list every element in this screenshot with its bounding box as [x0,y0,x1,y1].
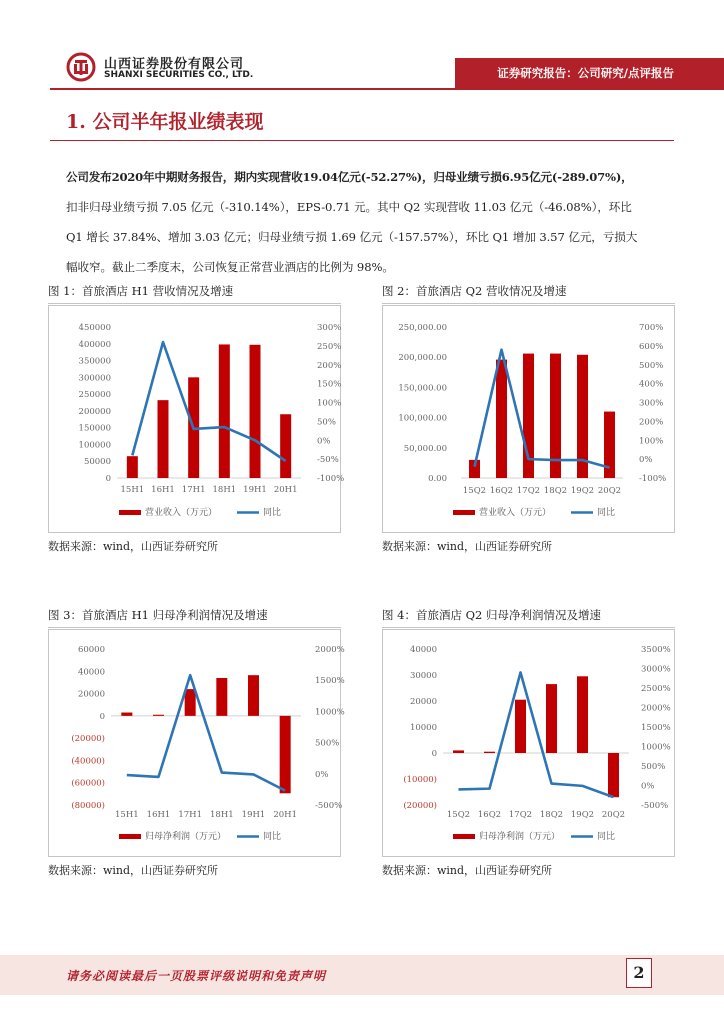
right-tick-label: 500% [641,762,666,772]
left-tick-label: 0 [431,749,437,759]
category-label: 19H1 [241,810,266,820]
left-tick-label: (80000) [71,801,105,811]
right-tick-label: 0% [639,455,653,466]
company-name-cn: 山西证券股份有限公司 [104,57,245,72]
bar-mark [158,400,169,478]
left-tick-label: 20000 [409,697,437,707]
paragraph-line-2: 扣非归母业绩亏损 7.05 亿元（-310.14%），EPS-0.71 元。其中 Q2 实现营收 11.03 亿元（-46.08%），环比 [66,200,632,214]
category-label: 20Q2 [601,810,626,820]
figure-source: 数据来源：wind，山西证券研究所 [382,540,553,553]
left-tick-label: (20000) [71,734,105,745]
report-type-band [455,58,724,88]
category-label: 16H1 [146,810,171,820]
page-number-box [626,958,652,988]
category-label: 20Q2 [597,486,622,496]
legend-line-label: 同比 [597,832,616,842]
left-tick-label: (60000) [71,778,105,789]
bar-mark [496,360,507,478]
right-tick-label: -100% [639,474,667,484]
right-tick-label: 2500% [641,684,671,694]
legend-bar-label: 归母净利润（万元） [145,832,227,842]
legend-bar-swatch [453,834,475,839]
category-label: 16H1 [151,485,175,495]
paragraph-line-4: 幅收窄。截止二季度末，公司恢复正常营业酒店的比例为 98%。 [66,260,394,274]
bar-mark [515,700,526,753]
category-label: 18Q2 [539,810,564,820]
right-tick-label: 600% [639,341,664,352]
legend-bar-label: 归母净利润（万元） [479,832,561,842]
chart-box [48,305,345,533]
category-label: 15H1 [115,810,139,820]
right-tick-label: 100% [317,398,342,409]
figure-source: 数据来源：wind，山西证券研究所 [48,864,219,877]
right-tick-label: 700% [639,323,664,333]
page-footer [0,955,724,995]
bar-mark [546,684,557,753]
right-tick-label: 250% [317,341,342,352]
left-tick-label: 40000 [77,667,105,678]
left-tick-label: 200000 [78,406,111,417]
summary-paragraph [66,162,666,282]
section-rule [50,140,674,141]
category-label: 17H1 [178,810,202,820]
chart-3-svg [49,630,345,856]
right-tick-label: 1000% [641,742,671,753]
left-tick-label: 50,000.00 [403,443,447,454]
left-tick-label: 350000 [78,356,111,367]
right-tick-label: 200% [317,360,342,371]
growth-line [475,350,610,468]
bar-mark [453,750,464,753]
legend-line-label: 同比 [263,832,282,842]
category-label: 19H1 [243,485,267,495]
company-name-en: SHANXI SECURITIES CO., LTD. [104,70,254,80]
right-tick-label: 500% [315,738,340,749]
disclaimer-text: 请务必阅读最后一页股票评级说明和免责声明 [66,969,327,983]
left-tick-label: 250,000.00 [398,323,447,333]
right-tick-label: 200% [639,417,664,428]
figure-caption: 图 4：首旅酒店 Q2 归母净利润情况及增速 [382,607,675,628]
right-tick-label: 3500% [641,645,671,655]
figure-caption: 图 3：首旅酒店 H1 归母净利润情况及增速 [48,607,341,628]
report-type: 证券研究报告：公司研究/点评报告 [497,66,674,80]
category-label: 17Q2 [516,486,541,496]
bar-mark [604,412,615,478]
growth-line [127,675,285,790]
figure-source: 数据来源：wind，山西证券研究所 [382,864,553,877]
left-tick-label: 30000 [409,671,437,681]
bar-mark [121,713,132,716]
category-label: 15H1 [120,485,145,495]
category-label: 18H1 [210,810,234,820]
legend-bar-label: 营业收入（万元） [479,508,552,518]
category-label: 15Q2 [462,486,487,496]
bar-mark [127,456,138,478]
left-tick-label: 150000 [78,423,111,434]
category-label: 20H1 [273,810,297,820]
section-title: 1. 公司半年报业绩表现 [66,111,264,133]
chart-box [382,305,675,533]
chart-2-svg [383,306,674,532]
right-tick-label: -500% [315,801,343,811]
left-tick-label: 250000 [78,390,111,401]
right-tick-label: 2000% [315,645,345,655]
right-tick-label: 1000% [315,707,345,718]
legend-bar-swatch [453,510,475,515]
bar-mark [219,344,230,478]
legend-line-label: 同比 [597,508,616,518]
figure-source: 数据来源：wind，山西证券研究所 [48,540,219,553]
growth-line [132,342,285,461]
right-tick-label: 1500% [315,676,345,687]
category-label: 15Q2 [446,810,471,820]
right-tick-label: 50% [317,417,336,428]
right-tick-label: 300% [639,398,664,409]
bar-mark [248,675,259,716]
category-label: 16Q2 [489,486,514,496]
chart-1-svg [49,306,345,532]
category-label: 17Q2 [508,810,533,820]
left-tick-label: (10000) [403,775,437,785]
left-tick-label: 200,000.00 [398,353,447,364]
bar-mark [577,676,588,753]
page-number: 2 [633,963,645,982]
figure-caption: 图 1：首旅酒店 H1 营收情况及增速 [48,283,341,304]
right-tick-label: 300% [317,323,342,333]
left-tick-label: 60000 [77,645,105,655]
left-tick-label: 400000 [78,339,111,350]
left-tick-label: 0 [105,474,111,484]
legend-bar-swatch [119,834,141,839]
category-label: 16Q2 [477,810,502,820]
left-tick-label: 20000 [77,689,105,700]
chart-box [48,629,345,857]
right-tick-label: 100% [639,436,664,447]
left-tick-label: 50000 [83,457,111,468]
chart-box [382,629,675,857]
paragraph-line-1: 公司发布2020年中期财务报告，期内实现营收19.04亿元(-52.27%)，归母业绩亏损6.95亿元(-289.07%)， [66,170,633,184]
category-label: 18H1 [212,485,237,495]
legend-bar-label: 营业收入（万元） [145,508,218,518]
left-tick-label: 0.00 [428,474,447,484]
growth-line [459,672,614,797]
bar-mark [250,345,261,478]
bar-mark [280,414,291,478]
right-tick-label: 0% [641,781,655,792]
left-tick-label: 150,000.00 [398,383,447,394]
bar-mark [216,678,227,716]
right-tick-label: 500% [639,360,664,371]
left-tick-label: 100,000.00 [398,413,447,424]
left-tick-label: (20000) [403,801,437,811]
legend-line-label: 同比 [263,508,282,518]
category-label: 17H1 [181,485,206,495]
bar-mark [608,753,619,797]
right-tick-label: 1500% [641,723,671,733]
right-tick-label: -100% [317,474,345,484]
right-tick-label: 0% [315,769,329,780]
bar-mark [280,716,291,793]
bar-mark [484,752,495,753]
legend-bar-swatch [119,510,141,515]
category-label: 20H1 [273,485,298,495]
right-tick-label: 2000% [641,703,671,714]
right-tick-label: 150% [317,379,342,390]
left-tick-label: (40000) [71,756,105,767]
left-tick-label: 10000 [409,723,437,733]
bar-mark [153,715,164,716]
right-tick-label: -50% [317,455,339,466]
paragraph-line-3: Q1 增长 37.84%、增加 3.03 亿元；归母业绩亏损 1.69 亿元（-157.57%），环比 Q1 增加 3.57 亿元，亏损大 [66,230,638,244]
header-rule [50,88,724,90]
right-tick-label: 400% [639,379,664,390]
right-tick-label: 3000% [641,664,671,675]
figure-caption: 图 2：首旅酒店 Q2 营收情况及增速 [382,283,675,304]
left-tick-label: 100000 [78,440,111,451]
right-tick-label: 0% [317,436,331,447]
right-tick-label: -500% [641,801,669,811]
left-tick-label: 0 [99,711,105,722]
left-tick-label: 450000 [78,323,111,333]
chart-4-svg [383,630,674,856]
company-logo-icon [66,52,96,82]
bar-mark [185,689,196,716]
category-label: 19Q2 [570,486,595,496]
left-tick-label: 40000 [409,645,437,655]
category-label: 19Q2 [570,810,595,820]
page-header [0,0,724,90]
left-tick-label: 300000 [78,373,111,384]
category-label: 18Q2 [543,486,568,496]
